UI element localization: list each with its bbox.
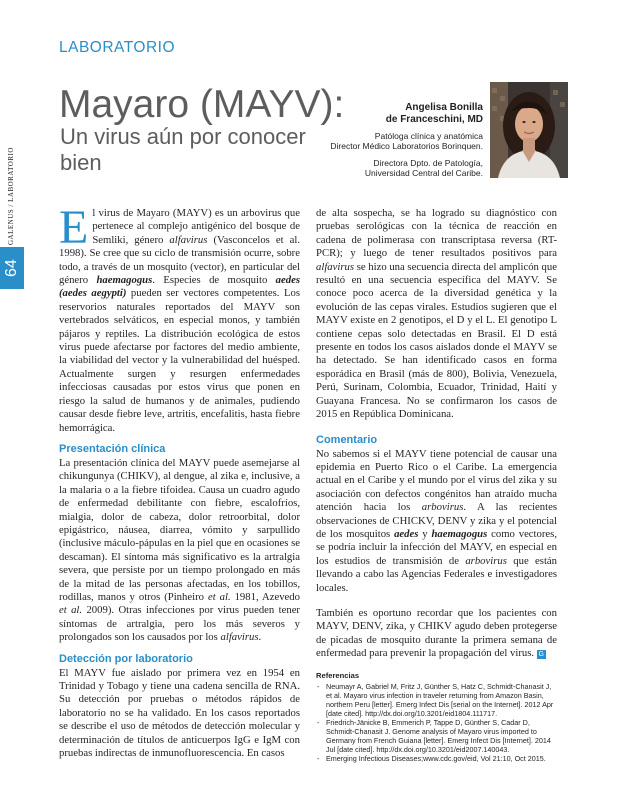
- author-affiliation-line2: Universidad Central del Caribe.: [364, 168, 483, 178]
- intro-text: . Especies de mosquito: [152, 274, 276, 287]
- author-affiliation-line1: Directora Dpto. de Patología,: [373, 158, 483, 168]
- comment-text: que están llevando a cabo las Agencias Federales e investigadores locales.: [316, 554, 558, 594]
- author-name-line1: Angelisa Bonilla: [405, 102, 483, 113]
- clinical-text: 1981, Azevedo: [230, 590, 300, 603]
- clinical-italic: et al.: [207, 590, 231, 603]
- references-list: [316, 682, 557, 764]
- reference-item: - Friedrich-Jänicke B, Emmerich P, Tappe D, Günther S, Cadar D, Schmidt-Chanasit J. Genome analysis of Mayaro virus imported to Germany from French Guiana [letter]. Emerg Infect Dis [Internet]. 2014 Jul [date cited]. http://dx.doi.org/10.3201/eid2007.140043.: [326, 718, 557, 754]
- author-role-line1: Patóloga clínica y anatómica: [374, 131, 483, 141]
- author-portrait-image: [490, 82, 568, 178]
- clinical-text: La presentación clínica del MAYV puede asemejarse al chikungunya (CHIKV), al dengue, al zika e, inclusive, a la malaria o a la fiebre tifoidea. Causa un cuadro agudo de enfermedad debilitante con fiebre, escalofríos, mialgia, dolor de cabeza, dolor retroorbital, dolor epigástrico, náusea, diarrea, vómito y sarpullido (inclusive máculo-pápulas en la piel que en ocasiones se descaman). El síntoma más significativo es la artralgia severa, que persiste por un tiempo prolongado en más de la mitad de las personas afectadas, en los tobillos, rodillas, manos y otros (Pinheiro: [59, 456, 300, 603]
- author-role: [283, 131, 483, 151]
- section-label: LABORATORIO: [59, 39, 176, 56]
- comment-text: y: [418, 527, 432, 540]
- page-number: 64: [3, 259, 20, 277]
- clinical-text: 2009). Otras infecciones por virus pueden tener síntomas de artralgia, pero los más severos y prolongados son los causados por los: [59, 604, 300, 644]
- comment-text: como vectores, se podría incluir la infección del MAYV, en especial en los estudios de transmisión de: [316, 527, 557, 567]
- intro-text: l virus de Mayaro (MAYV) es un arbovirus que pertenece al complejo antigénico del bosque de Semliki, género: [92, 207, 300, 246]
- comment-paragraph: [316, 448, 557, 595]
- comment-italic: arbovirus: [421, 501, 464, 514]
- detection-continued: [316, 207, 557, 422]
- intro-italic: alfavirus: [169, 233, 208, 246]
- author-block: [283, 102, 483, 178]
- column-right: [316, 207, 557, 764]
- reference-item: - Emerging Infectious Diseases;www.cdc.gov/eid, Vol 21:10, Oct 2015.: [326, 754, 557, 763]
- intro-italic: aedes (aedes aegypti): [59, 274, 301, 300]
- clinical-italic: et al.: [59, 604, 83, 617]
- reference-item: - Neumayr A, Gabriel M, Fritz J, Günther S, Hatz C, Schmidt-Chanasit J, et al. Mayaro virus infection in traveler returning from Amazon Basin, northern Peru [letter]. Emerg Infect Dis [serial on the Internet]. 2012 Apr [date cited]. http://dx.doi.org/10.3201/eid1804.111717.: [326, 682, 557, 718]
- clinical-text: .: [258, 631, 262, 644]
- running-head: GALENUS / LABORATORIO: [7, 147, 15, 245]
- author-role-line2: Director Médico Laboratorios Borinquen.: [330, 141, 483, 151]
- end-of-article-icon: G: [538, 651, 544, 659]
- column-left: [59, 201, 301, 760]
- author-name: [283, 102, 483, 126]
- article-subtitle: Un virus aún por conocer bien: [60, 124, 306, 175]
- detection-text: se hizo una secuencia directa del amplicón que resultó en una secuencia específica del MAYV. Se conoce poco acerca de la diversidad genética y la evolución de las cepas virales. Estudios sugieren que el MAYV existe en 2 genotipos, el D y el L. El genotipo L contiene cepas solo detectadas en Brasil. El D está presente en todos los casos aislados donde el MAYV se ha detectado. Se han identificado casos en forma esporádica en Brasil (más de 800), Bolivia, Venezuela, Perú, Surinam, Colombia, Ecuador, Trinidad, Haití y Guayana Francesa. No se confirmaron los casos de 2015 en República Dominicana.: [316, 260, 557, 421]
- detection-italic: alfavirus: [316, 260, 355, 273]
- comment-text: También es oportuno recordar que los pacientes con MAYV, DENV, zika, y CHIKV agudo deben protegerse de picadas de mosquito durante la primera semana de enfermedad para prevenir la propagación del virus.: [316, 606, 557, 660]
- comment-paragraph-2: [316, 607, 557, 661]
- author-photo: [490, 82, 568, 178]
- intro-text: (Vasconcelos et al. 1998). Se cree que su ciclo de transmisión ocurre, sobre todo, a través de un mosquito (vector), en particular del género: [59, 233, 300, 287]
- comment-italic: arbovirus: [465, 554, 507, 567]
- intro-text: pueden ser vectores competentes. Los reservorios naturales reportados del MAYV son vertebrados selváticos, en especial monos, y también pájaros y reptiles. La distribución ecológica de estos virus puede afectarse por factores del medio ambiente, la viabilidad del vector y la vulnerabilidad del huésped. Actualmente surgen y resurgen enfermedades infecciosas causadas por estos virus que ponen en riesgo la salud de humanos y de animales, pudiendo causar desde fiebre leve, artritis, encefalitis, hasta fiebre hemorrágica.: [59, 287, 300, 434]
- heading-clinical: Presentación clínica: [59, 442, 166, 455]
- author-affiliation: [283, 158, 483, 178]
- clinical-paragraph: [59, 457, 300, 645]
- detection-paragraph: El MAYV fue aislado por primera vez en 1954 en Trinidad y Tobago y tiene una cadena sencilla de RNA. Su detección por pruebas o métodos rápidos de laboratorio no se ha validado. En los casos reportados se describe el uso de métodos de detección molecular y determinación de títulos de anticuerpos IgG e IgM con pruebas indirectas de inmunofluorescencia. En casos: [59, 666, 300, 760]
- references: [316, 671, 557, 764]
- comment-italic: haemagogus: [431, 527, 488, 540]
- heading-detection: Detección por laboratorio: [59, 652, 193, 665]
- drop-cap: E: [59, 201, 89, 254]
- article-title: Mayaro (MAYV):: [59, 83, 345, 126]
- detection-text: de alta sospecha, se ha logrado su diagnóstico con pruebas serológicas con la técnica de reacción en cadena de polimerasa con transcriptasa reversa (RT-PCR); y luego de tener resultados positivos para: [316, 207, 557, 260]
- clinical-italic: alfavirus: [220, 631, 259, 644]
- intro-italic: haemagogus: [96, 274, 153, 287]
- comment-italic: aedes: [394, 527, 419, 540]
- comment-text: No sabemos si el MAYV tiene potencial de causar una epidemia en Puerto Rico o el Caribe. La emergencia actual en el Caribe y el mundo por el virus del zika y su asociación con defectos congénitos han atraído mucha atención hacia los: [316, 447, 557, 514]
- comment-text: . A las recientes observaciones de CHICKV, DENV y zika y el potencial de los mosquitos: [316, 501, 558, 540]
- author-name-line2: de Franceschini, MD: [385, 114, 483, 125]
- heading-comment: Comentario: [316, 433, 378, 446]
- references-heading: Referencias: [316, 670, 360, 680]
- intro-paragraph: [59, 201, 301, 435]
